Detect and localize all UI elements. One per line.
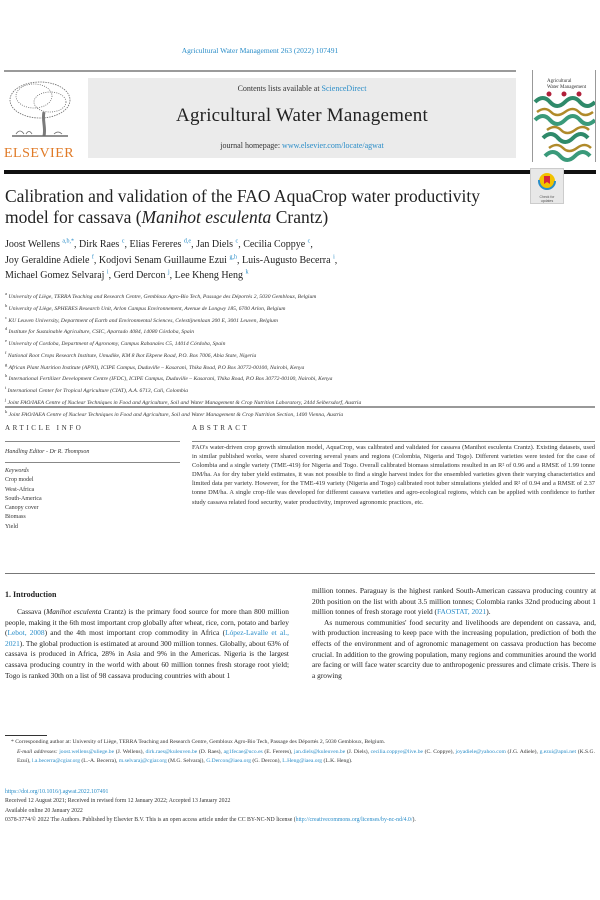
- elsevier-tree-icon: [6, 78, 74, 140]
- corresponding-author-note: * Corresponding author at: University of Liège, TERRA Teaching and Research Centre, Gembloux Agro-Bio Tech, Passage des Déportés 2, 5030 Gembloux, Belgium.: [11, 739, 386, 745]
- email-link[interactable]: L.Heng@iaea.org: [282, 758, 323, 764]
- email-addresses: E-mail addresses: joost.wellens@uliege.be (J. Wellens), dirk.raes@kuleuven.be (D. Raes), ag1fecae@uco.es (E. Fereres), jan.diels@kuleuven.be (J. Diels), cecilia.coppye@live.be (C. Coppye), joyadiele@yahoo.com (J.G. Adiele), g.ezui@apni.net (K.S.G. Ezui), l.a.becerra@cgiar.org (L.-A. Becerra), m.selvaraj@cgiar.org (M.G. Selvaraj), G.Dercon@iaea.org (G. Dercon), L.Heng@iaea.org (L.K. Heng).: [17, 748, 595, 764]
- body-column-right: [312, 586, 596, 681]
- journal-title: Agricultural Water Management: [176, 105, 428, 126]
- author[interactable]: Dirk Raes $^c$: [79, 238, 125, 250]
- article-dates: Received 12 August 2021; Received in revised form 12 January 2022; Accepted 13 January 2022: [5, 798, 231, 805]
- affiliation: $^b$ University of Liège, SPHERES Research Unit, Arlon Campus Environnement, Avenue de Longwy 185, 6700 Arlon, Belgium: [5, 302, 286, 312]
- elsevier-logo[interactable]: [4, 78, 76, 161]
- author[interactable]: Gerd Dercon $^j$: [113, 269, 170, 281]
- author-affiliation-marker[interactable]: c: [121, 238, 125, 245]
- article-info-heading: ARTICLE INFO: [5, 424, 84, 432]
- crossmark-icon: [538, 172, 556, 190]
- author[interactable]: Elias Fereres $^{d,e}$: [129, 238, 192, 250]
- affiliation: $^j$ Joint FAO/IAEA Centre of Nuclear Techniques in Food and Agriculture, Soil and Water Management & Crop Nutrition Laboratory, 2444 Seibersdorf, Austria: [5, 396, 362, 406]
- keyword: West-Africa: [5, 486, 35, 493]
- author-affiliation-marker[interactable]: k: [245, 269, 249, 276]
- email-link[interactable]: cecilia.coppye@live.be: [370, 748, 423, 755]
- crossmark-label-1: Check for: [539, 195, 555, 199]
- email-link[interactable]: joost.wellens@uliege.be: [59, 748, 115, 755]
- abstract-text: FAO's water-driven crop growth simulation model, AquaCrop, was calibrated and validated for cassava (Manihot esculenta Crantz). Existing datasets, used in similar published works, were shared covering several years and regions (Colombia, Nigeria and Togo). Different varieties were tested for the case of Colombia and a single variety (TME-419) for Nigeria and Togo. Overall calibrated biomass simulations resulted in an R² of 0.96 and a RMSE of 1.99 tonne DM/ha. As for dry tuber yield estimates, it was not possible to find a single harvest index for the ensembled varieties given their varying characteristics and limited data per variety. However, for the TME-419 variety (Nigeria and Togo) calibrated root tuber simulations yielded and R² of 0.94 and a RMSE of 2.37 tonne DM/ha. A single crop-file was developed for different cassava varieties and agro-ecological regions, which can be applied with confidence to further study cassava related food security, water productivity, improved agronomic practices, etc.: [192, 444, 595, 506]
- check-for-updates-badge[interactable]: [530, 168, 564, 204]
- elsevier-wordmark: ELSEVIER: [4, 146, 75, 161]
- article-title: Calibration and validation of the FAO AquaCrop water productivity model for cassava (Manihot esculenta Crantz): [5, 186, 480, 227]
- author-affiliation-marker[interactable]: f: [91, 254, 94, 261]
- author[interactable]: Lee Kheng Heng $^k$: [174, 269, 249, 281]
- affiliation: $^i$ International Center for Tropical Agriculture (CIAT), A.A. 6713, Cali, Colombia: [5, 385, 189, 394]
- journal-cover-thumbnail[interactable]: [532, 70, 596, 162]
- corresponding-author-footnote: [5, 738, 595, 767]
- author[interactable]: Joy Geraldine Adiele $^f$: [5, 254, 94, 266]
- affiliation: $^d$ Institute for Sustainable Agriculture, CSIC, Apartado 4084, 14080 Córdoba, Spain: [5, 326, 195, 336]
- journal-citation-link[interactable]: Agricultural Water Management 263 (2022) 107491: [181, 46, 339, 55]
- keywords-rule: [5, 462, 180, 463]
- article-info-rule: [5, 441, 180, 442]
- email-link[interactable]: G.Dercon@iaea.org: [206, 758, 252, 764]
- keywords-list: [5, 467, 42, 532]
- affiliation: $^g$ African Plant Nutrition Institute (APNI), ICIPE Campus, Duduville – Kasarani, Thika Road, P.O Box 30772-00100, Nairobi, Kenya: [5, 361, 305, 371]
- author-affiliation-marker[interactable]: a,b,*: [62, 238, 75, 245]
- email-link[interactable]: jan.diels@kuleuven.be: [294, 748, 346, 755]
- intro-paragraph: million tonnes. Paraguay is the highest ranked South-American cassava producing country at 20th position on the list with about 3.5 million tonnes; Colombia ranks 32nd producing about 1 million tonnes of fresh storage root yield (FAOSTAT, 2021).: [312, 586, 596, 617]
- affiliation-list: [5, 290, 565, 419]
- email-link[interactable]: dirk.raes@kuleuven.be: [145, 748, 198, 755]
- keyword: Yield: [5, 523, 18, 530]
- section-divider: [5, 406, 595, 408]
- affiliation: $^h$ International Fertilizer Development Centre (IFDC), ICIPE Campus, Duduville – Kasarani, Thika Road, P.O Box 30772-00100, Nairobi, Kenya: [5, 373, 333, 383]
- email-link[interactable]: l.a.becerra@cgiar.org: [31, 758, 80, 764]
- keyword: South-America: [5, 495, 42, 502]
- author-affiliation-marker[interactable]: c: [307, 238, 311, 245]
- affiliation: $^c$ KU Leuven University, Department of Earth and Environmental Sciences, Celestijnenlaan 200 E, 3001 Leuven, Belgium: [5, 314, 278, 324]
- keyword: Biomass: [5, 514, 26, 521]
- svg-text:Water Management: Water Management: [547, 85, 587, 90]
- author-affiliation-marker[interactable]: c: [235, 238, 239, 245]
- journal-masthead: [88, 78, 516, 158]
- author-affiliation-marker[interactable]: j: [168, 269, 170, 276]
- affiliation: $^a$ University of Liège, TERRA Teaching and Research Centre, Gembloux Agro-Bio Tech, Passage des Déportés 2, 5030 Gembloux, Belgium: [5, 291, 317, 300]
- author-affiliation-marker[interactable]: d,e: [183, 238, 192, 245]
- affiliation: $^f$ National Root Crops Research Institute, Umudike, KM 8 Ikot Ekpene Road, P.O. Box 7006, Abia State, Nigeria: [5, 349, 257, 359]
- affiliation: $^e$ University of Cordoba, Department of Agronomy, Campus Rabanales C5, 14014 Córdoba, Spain: [5, 338, 226, 347]
- author[interactable]: Cecilia Coppye $^c$: [243, 238, 311, 250]
- author[interactable]: Jan Diels $^c$: [196, 238, 239, 250]
- abstract-bottom-rule: [5, 573, 595, 574]
- citation-link[interactable]: Lebot, 2008: [7, 628, 45, 638]
- license-link[interactable]: http://creativecommons.org/licenses/by-nc-nd/4.0/: [295, 816, 413, 823]
- abstract-rule: [192, 441, 595, 442]
- footnote-rule: [5, 735, 47, 736]
- email-link[interactable]: joyadiele@yahoo.com: [455, 748, 506, 755]
- keyword: Canopy cover: [5, 505, 39, 512]
- author[interactable]: Luis-Augusto Becerra $^i$: [241, 254, 335, 266]
- journal-header: [4, 70, 596, 164]
- author[interactable]: Kodjovi Senam Guillaume Ezui $^{g,h}$: [98, 254, 237, 266]
- journal-cover-art-icon: [533, 70, 595, 162]
- handling-editor: Handling Editor - Dr R. Thompson: [5, 449, 90, 455]
- body-column-left: [5, 607, 289, 681]
- author-affiliation-marker[interactable]: i: [333, 254, 335, 261]
- author[interactable]: Michael Gomez Selvaraj $^i$: [5, 269, 109, 281]
- available-online-date: Available online 20 January 2022: [5, 807, 83, 814]
- article-metadata: [5, 788, 595, 825]
- doi-link[interactable]: https://doi.org/10.1016/j.agwat.2022.107491: [5, 789, 109, 795]
- keyword: Crop model: [5, 477, 34, 484]
- journal-homepage-link[interactable]: www.elsevier.com/locate/agwat: [282, 141, 384, 150]
- intro-paragraph: Cassava (Manihot esculenta Crantz) is the primary food source for more than 800 million people, making it the 6th most important crop globally after wheat, rice, corn, potato and barley (Lebot, 2008) and the 4th most important crop commodity in Africa (López-Lavalle et al., 2021). The global production is estimated at around 300 million tonnes. Globally, about 63% of cassava is produced in Africa, 28% in Asia and 9% in the Americas. Nigeria is the largest cassava producing country in the world with about 60 million tonnes fresh storage root yield; Togo is ranked 30th on a list of 98 cassava producing countries with about 1: [5, 607, 289, 680]
- intro-paragraph: As numerous communities' food security and livelihoods are dependent on cassava, and, with production increasing to keep pace with the increasing population, prediction of both the effects of the environment and of agronomic management on cassava production has become crucial. In addition to the growing population, many regions and communities around the world are facing or will face water scarcity due to anthropogenic pressures and climate crisis. There is a growing: [312, 617, 596, 680]
- affiliation: $^k$ Joint FAO/IAEA Centre of Nuclear Techniques in Food and Agriculture, Soil and Water Management & Crop Nutrition Section, 1400 Vienna, Austria: [5, 408, 344, 418]
- journal-homepage-line: journal homepage: www.elsevier.com/locate/agwat: [220, 141, 384, 150]
- svg-text:Agricultural: Agricultural: [547, 79, 572, 84]
- crossmark-label-2: updates: [540, 199, 554, 203]
- author[interactable]: Joost Wellens $^{a,b,*}$: [5, 238, 75, 250]
- author-affiliation-marker[interactable]: i: [106, 269, 109, 276]
- sciencedirect-link[interactable]: ScienceDirect: [321, 84, 367, 93]
- keywords-heading: Keywords: [5, 468, 29, 474]
- author-affiliation-marker[interactable]: g,h: [229, 254, 237, 261]
- email-link[interactable]: ag1fecae@uco.es: [223, 748, 263, 755]
- author-list: Joost Wellens $^{a,b,*}$, Dirk Raes $^c$, Elias Fereres $^{d,e}$, Jan Diels $^c$, Cecilia Coppye $^c$, Joy Geraldine Adiele $^f$, Kodjovi Senam Guillaume Ezui $^{g,h}$, Luis-Augusto Becerra $^i$, Michael Gomez Selvaraj $^i$, Gerd Dercon $^j$, Lee Kheng Heng $^k$: [5, 238, 338, 281]
- running-head[interactable]: [0, 46, 520, 55]
- header-top-rule: [4, 70, 516, 72]
- abstract-heading: ABSTRACT: [192, 424, 250, 432]
- contents-available-line: Contents lists available at ScienceDirect: [237, 84, 367, 93]
- email-link[interactable]: m.selvaraj@cgiar.org: [118, 758, 167, 764]
- email-link[interactable]: g.ezui@apni.net: [539, 748, 577, 755]
- citation-link[interactable]: FAOSTAT, 2021: [437, 607, 487, 617]
- citation-link[interactable]: López-Lavalle et al., 2021: [5, 628, 289, 648]
- header-bottom-rule: [4, 170, 596, 174]
- license-statement: 0378-3774/© 2022 The Authors. Published by Elsevier B.V. This is an open access article under the CC BY-NC-ND license (http://creativecommons.org/licenses/by-nc-nd/4.0/).: [5, 816, 416, 823]
- introduction-heading: 1. Introduction: [5, 590, 57, 599]
